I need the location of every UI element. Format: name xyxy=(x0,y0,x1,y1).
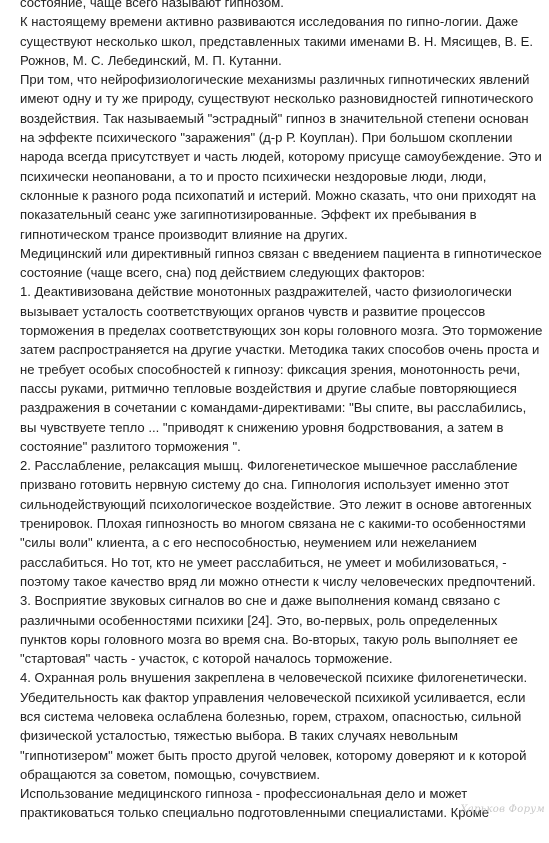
list-item-2-relaxation: 2. Расслабление, релаксация мышц. Филогенетическое мышечное расслабление призвано готовить нервную систему до сна. Гипнология использует именно этот сильнодействующий психологическое воздействие. Это лежит в основе автогенных тренировок. Плохая гипнозность во многом связана не с какими-то особенностями "силы воли" клиента, а с его неспособностью, неумением или нежеланием расслабиться. Но тот, кто не умеет расслабиться, не умеет и мобилизоваться, - поэтому такое качество вряд ли можно отнести к числу человеческих предпочтений. xyxy=(20,458,536,589)
document-body xyxy=(20,0,546,823)
paragraph-research-schools: К настоящему времени активно развиваются исследования по гипно-логии. Даже существуют несколько школ, представленных такими именами В. Н. Мясищев, В. Е. Рожнов, М. С. Лебединский, М. П. Кутанни. xyxy=(20,14,534,68)
list-item-3-sound-perception: 3. Восприятие звуковых сигналов во сне и даже выполнения команд связано с различными особенностями психики [24]. Это, во-первых, роль определенных пунктов коры головного мозга во время сна. Во-вторых, такую роль выполняет ее "стартовая" часть - участок, с которой началось торможение. xyxy=(20,593,518,667)
list-item-4-suggestion-role: 4. Охранная роль внушения закреплена в человеческой психике филогенетически. Убедительность как фактор управления человеческой психикой усиливается, если вся система человека ослаблена болезнью, горем, страхом, опасностью, сильной физической усталостью, тяжестью выбора. В таких случаях невольным "гипнотизером" может быть просто другой человек, которому доверяют и к которой обращаются за советом, помощью, сочувствием. xyxy=(20,670,528,782)
paragraph-hypnosis-types: При том, что нейрофизиологические механизмы различных гипнотических явлений имеют одну и ту же природу, существуют несколько разновидностей гипнотического воздействия. Так называемый "эстрадный" гипноз в значительной степени основан на эффекте психического "заражения" (д-р Р. Коуплан). При большом скоплении народа всегда присутствует и часть людей, которому присуще самоубеждение. Это и психически неопановани, а то и просто психически нездоровые люди, люди, склонные к разного рода психопатий и истерий. Можно сказать, что они приходят на показательный сеанс уже загипнотизированные. Эффект их пребывания в гипнотическом трансе производит влияние на других. xyxy=(20,72,542,242)
watermark-text: Харьков Форум xyxy=(460,804,545,815)
paragraph-conclusion: Использование медицинского гипноза - профессиональная дело и может практиковаться только специально подготовленными специалистами. Кроме xyxy=(20,786,490,821)
paragraph-intro-tail: состояние, чаще всего называют гипнозом. xyxy=(20,0,284,10)
list-item-1-monotonous-stimuli: 1. Деактивизована действие монотонных раздражителей, часто физиологически вызывает усталость соответствующих органов чувств и развитие процессов торможения в пределах соответствующих зон коры головного мозга. Это торможение затем распространяется на другие участки. Методика таких способов очень проста и не требует особых способностей к гипнозу: фиксация зрения, монотонность речи, пассы руками, ритмично тепловые воздействия и другие слабые повторяющиеся раздражения в сочетании с командами-директивами: "Вы спите, вы расслабились, вы чувствуете тепло ... "приводят к снижению уровня бодрствования, а затем в состояние" разлитого торможения ". xyxy=(20,284,543,454)
paragraph-medical-hypnosis: Медицинский или директивный гипноз связан с введением пациента в гипнотическое состояние (чаще всего, сна) под действием следующих факторов: xyxy=(20,245,542,281)
